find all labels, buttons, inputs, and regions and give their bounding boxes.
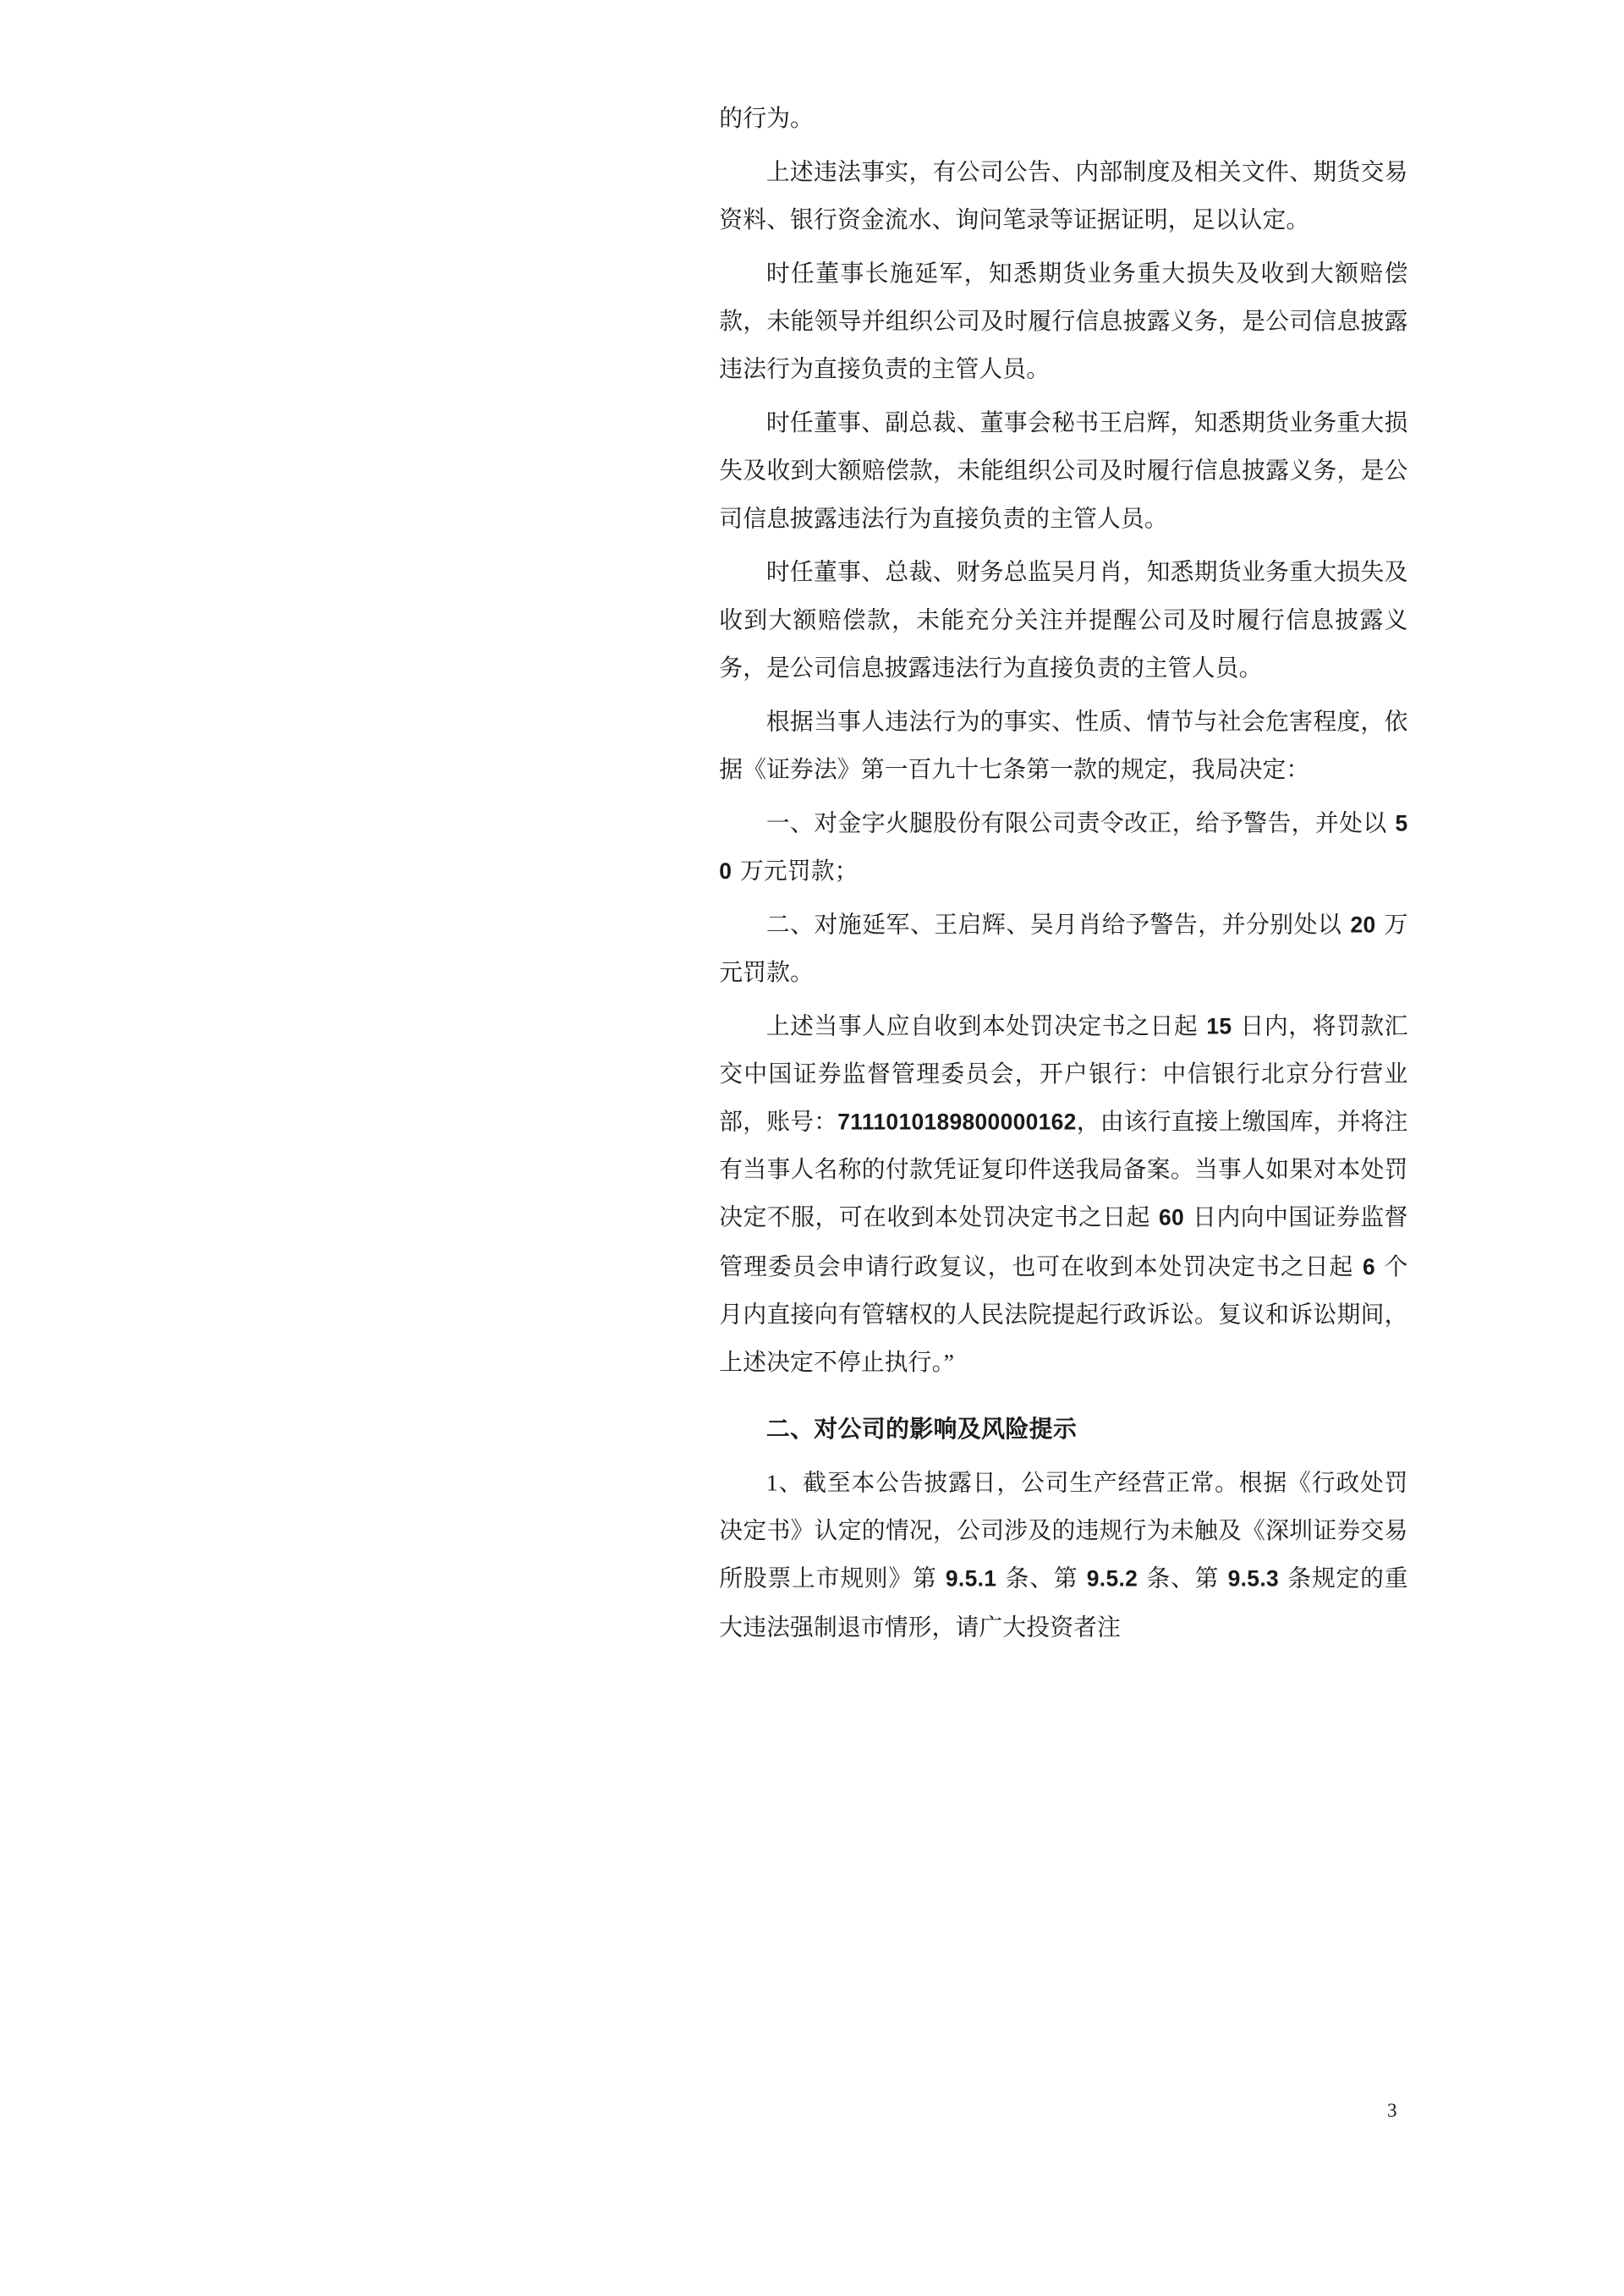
paragraph-chairman-shi-yanjun: 时任董事长施延军，知悉期货业务重大损失及收到大额赔偿款，未能领导并组织公司及时履行信息披露义务，是公司信息披露违法行为直接负责的主管人员。 [719,260,1408,383]
listing-rule-9-5-2: 9.5.2 [1086,1567,1138,1592]
administrative-review-days: 60 [1159,1207,1185,1232]
penalty-item-company [719,800,1407,896]
page-number-footer: 3 [1386,2099,1397,2122]
penalty-individuals-suffix: 万元罚款。 [719,911,1408,986]
document-page [580,0,1624,2296]
penalty-individuals-prefix: 二、对施延军、王启辉、吴月肖给予警告，并分别处以 [765,911,1348,938]
impact-segment-1: 1、截至本公告披露日，公司生产经营正常。根据《行政处罚决定书》认定的情况，公司涉及的违规行为未触及《深圳证券交易所股票上市规则》第 [719,1470,1408,1592]
payment-deadline-days: 15 [1206,1014,1232,1039]
impact-segment-3: 条、第 [1139,1566,1226,1592]
payment-segment-4: 日内向中国证券监督管理委员会申请行政复议，也可在收到本处罚决定书之日起 [719,1205,1408,1280]
penalty-company-prefix: 一、对金字火腿股份有限公司责令改正，给予警告，并处以 [765,810,1393,836]
penalty-company-suffix: 万元罚款； [733,858,859,885]
paragraph-director-wu-yuexiao: 时任董事、总裁、财务总监吴月肖，知悉期货业务重大损失及收到大额赔偿款，未能充分关注并提醒公司及时履行信息披露义务，是公司信息披露违法行为直接负责的主管人员。 [719,559,1408,682]
section-heading-impact-and-risk: 二、对公司的影响及风险提示 [765,1417,1078,1444]
listing-rule-9-5-1: 9.5.1 [945,1567,997,1592]
payment-segment-1: 上述当事人应自收到本处罚决定书之日起 [765,1012,1204,1039]
payment-segment-2: 日内，将罚款汇交中国证券监督管理委员会，开户银行：中信银行北京分行营业部，账号： [719,1012,1408,1136]
paragraph-continuation: 的行为。 [719,106,814,133]
penalty-individuals-amount: 20 [1350,912,1376,938]
litigation-period-months: 6 [1363,1255,1376,1280]
bank-account-number: 7111010189800000162 [837,1110,1077,1136]
impact-item-paragraph [719,1460,1407,1652]
payment-instructions-paragraph [719,1003,1407,1388]
paragraph-director-wang-qihui: 时任董事、副总裁、董事会秘书王启辉，知悉期货业务重大损失及收到大额赔偿款，未能组织公司及时履行信息披露义务，是公司信息披露违法行为直接负责的主管人员。 [719,409,1408,533]
paragraph-legal-basis: 根据当事人违法行为的事实、性质、情节与社会危害程度，依据《证券法》第一百九十七条第一款的规定，我局决定： [719,709,1408,783]
penalty-item-individuals [719,901,1407,998]
listing-rule-9-5-3: 9.5.3 [1227,1567,1280,1592]
payment-segment-5: 个月内直接向有管辖权的人民法院提起行政诉讼。复议和诉讼期间，上述决定不停止执行。” [719,1253,1408,1377]
impact-segment-4: 条规定的重大违法强制退市情形，请广大投资者注 [719,1566,1408,1641]
penalty-company-amount: 50 [719,811,1408,885]
impact-segment-2: 条、第 [998,1566,1085,1592]
page-content [719,96,1407,1658]
payment-segment-3: ，由该行直接上缴国库，并将注有当事人名称的付款凭证复印件送我局备案。当事人如果对本处罚决定不服，可在收到本处罚决定书之日起 [719,1109,1408,1232]
paragraph-evidence: 上述违法事实，有公司公告、内部制度及相关文件、期货交易资料、银行资金流水、询问笔录等证据证明，足以认定。 [719,159,1408,233]
